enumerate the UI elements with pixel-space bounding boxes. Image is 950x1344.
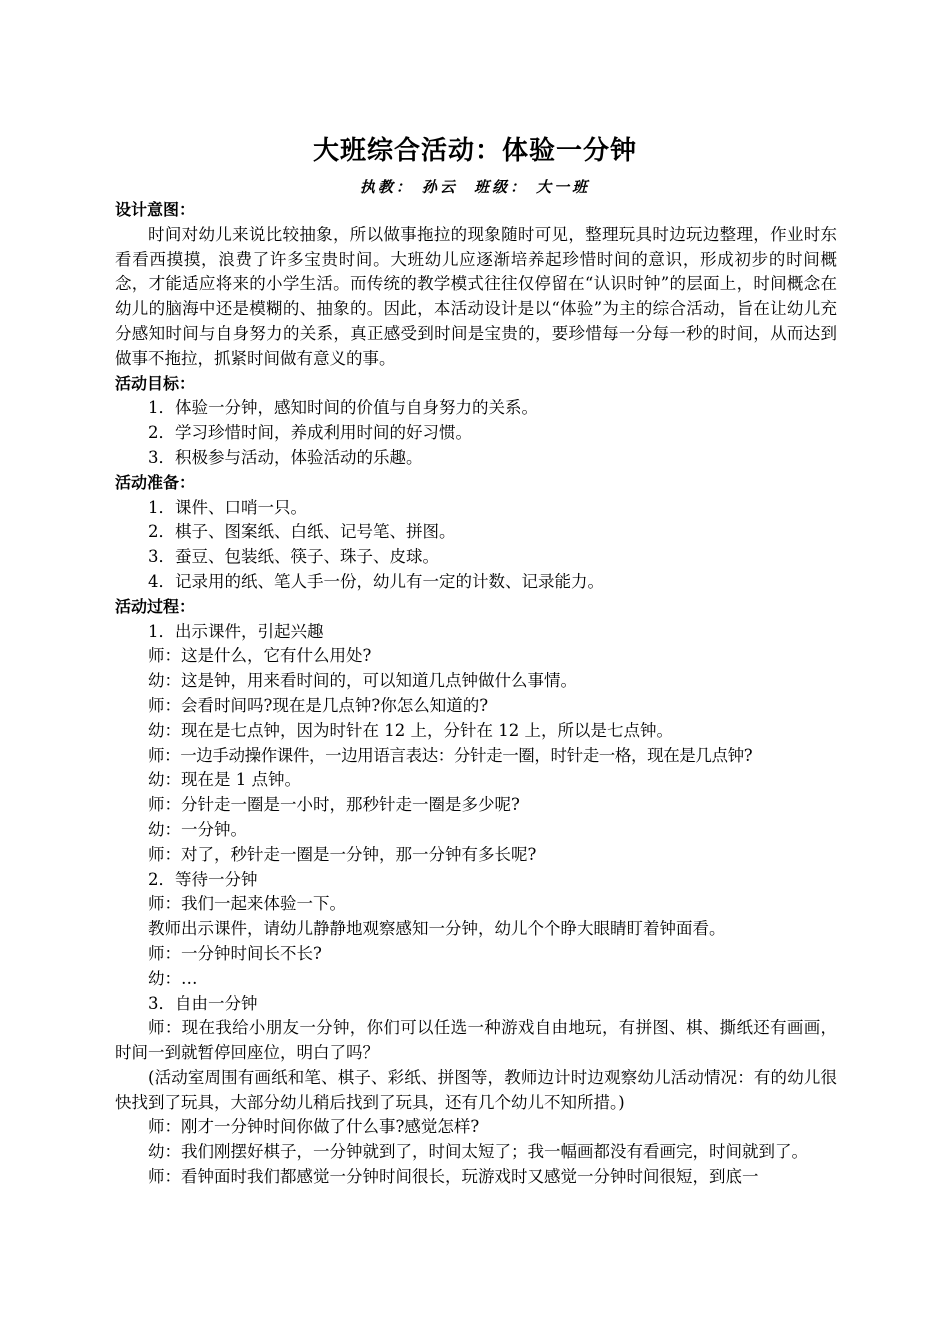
process-line: 幼：一分钟。 xyxy=(148,819,247,839)
goal-item: 3．积极参与活动，体验活动的乐趣。 xyxy=(148,447,423,467)
prep-heading: 活动准备： xyxy=(115,472,196,492)
teacher-label: 执教： xyxy=(359,178,414,196)
process-paragraph: 师：看钟面时我们都感觉一分钟时间很长，玩游戏时又感觉一分钟时间很短，到底一 xyxy=(148,1167,759,1187)
design-paragraph: 时间对幼儿来说比较抽象，所以做事拖拉的现象随时可见，整理玩具时边玩边整理，作业时东看看西摸摸，浪费了许多宝贵时间。大班幼儿应逐渐培养起珍惜时间的意识，形成初步的时间概念，才能适应将来的小学生活。而传统的教学模式往往仅停留在“认识时钟”的层面上，时间概念在幼儿的脑海中还是模糊的、抽象的。因此，本活动设计是以“体验”为主的综合活动，旨在让幼儿充分感知时间与自身努力的关系，真正感受到时间是宝贵的，要珍惜每一分每一秒的时间，从而达到做事不拖拉，抓紧时间做有意义的事。 xyxy=(115,224,837,368)
prep-item: 3．蚕豆、包装纸、筷子、珠子、皮球。 xyxy=(148,547,439,567)
process-line: 师：一边手动操作课件，一边用语言表达：分针走一圈，时针走一格，现在是几点钟? xyxy=(148,745,753,765)
process-line: 师：这是什么，它有什么用处? xyxy=(148,646,372,666)
process-line: 师：分针走一圈是一小时，那秒针走一圈是多少呢? xyxy=(148,795,520,815)
process-line: 师：会看时间吗?现在是几点钟?你怎么知道的? xyxy=(148,695,489,715)
process-line: 2．等待一分钟 xyxy=(148,869,258,889)
document-body xyxy=(115,198,837,1190)
process-line: 幼：… xyxy=(148,968,198,988)
class-name: 大一班 xyxy=(536,178,591,196)
process-line: 师：一分钟时间长不长? xyxy=(148,943,322,963)
process-line: 师：刚才一分钟时间你做了什么事?感觉怎样? xyxy=(148,1117,480,1137)
class-label: 班级： xyxy=(474,178,529,196)
process-line: 3．自由一分钟 xyxy=(148,993,258,1013)
process-paragraph: 师：现在我给小朋友一分钟，你们可以任选一种游戏自由地玩，有拼图、棋、撕纸还有画画，时间一到就暂停回座位，明白了吗？ xyxy=(115,1018,837,1063)
process-line: 师：我们一起来体验一下。 xyxy=(148,894,346,914)
process-line: 教师出示课件，请幼儿静静地观察感知一分钟，幼儿个个睁大眼睛盯着钟面看。 xyxy=(148,919,726,939)
prep-item: 4．记录用的纸、笔人手一份，幼儿有一定的计数、记录能力。 xyxy=(148,571,604,591)
process-line: 幼：这是钟，用来看时间的，可以知道几点钟做什么事情。 xyxy=(148,671,577,691)
goal-item: 2．学习珍惜时间，养成利用时间的好习惯。 xyxy=(148,423,472,443)
process-line: 1．出示课件，引起兴趣 xyxy=(148,621,324,641)
process-line: 幼：现在是 1 点钟。 xyxy=(148,770,301,790)
document-title: 大班综合活动：体验一分钟 xyxy=(312,136,637,166)
prep-item: 1．课件、口哨一只。 xyxy=(148,497,307,517)
byline xyxy=(0,176,950,197)
teacher-name: 孙云 xyxy=(421,178,458,196)
design-heading: 设计意图： xyxy=(115,200,196,219)
process-paragraph: 幼：我们刚摆好棋子，一分钟就到了，时间太短了；我一幅画都没有看画完，时间就到了。 xyxy=(148,1142,808,1162)
process-line: 师：对了，秒针走一圈是一分钟，那一分钟有多长呢? xyxy=(148,844,537,864)
goals-heading: 活动目标： xyxy=(115,373,196,393)
process-heading: 活动过程： xyxy=(115,596,196,616)
process-paragraph: (活动室周围有画纸和笔、棋子、彩纸、拼图等，教师边计时边观察幼儿活动情况：有的幼儿很快找到了玩具，大部分幼儿稍后找到了玩具，还有几个幼儿不知所措。) xyxy=(115,1067,837,1112)
goal-item: 1．体验一分钟，感知时间的价值与自身努力的关系。 xyxy=(148,398,538,418)
process-line: 幼：现在是七点钟，因为时针在 12 上，分针在 12 上，所以是七点钟。 xyxy=(148,720,673,740)
prep-item: 2．棋子、图案纸、白纸、记号笔、拼图。 xyxy=(148,522,456,542)
